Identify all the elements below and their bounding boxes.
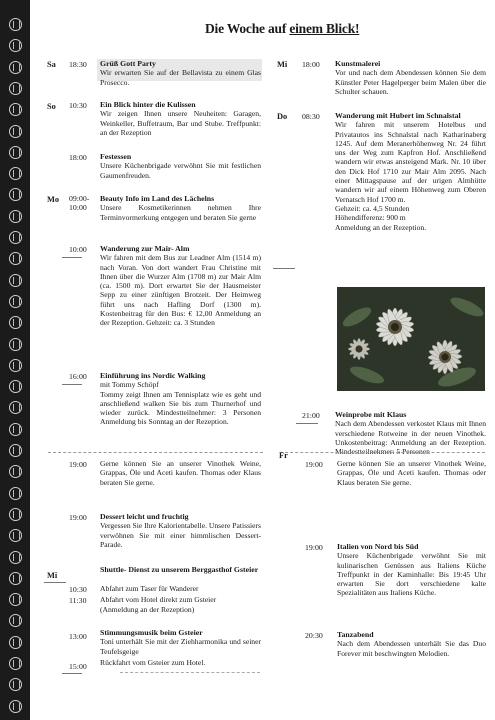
event-detail: Anmeldung an der Rezeption. bbox=[335, 222, 427, 232]
day-label-mi: Mi bbox=[47, 571, 58, 580]
time-label: 19:00 bbox=[305, 543, 323, 552]
binding-ring bbox=[9, 551, 22, 564]
time-label: 16:00 bbox=[69, 372, 87, 381]
day-label-fr: Fr bbox=[279, 451, 288, 460]
event-entry bbox=[100, 244, 261, 328]
binding-ring bbox=[9, 82, 22, 95]
binding-ring bbox=[9, 231, 22, 244]
time-label: 19:00 bbox=[305, 460, 323, 469]
binding-ring bbox=[9, 572, 22, 585]
event-description: Wir zeigen Ihnen unsere Neuheiten: Garagen, Weinkeller, Buffetraum, Bar und Stube. Treffpunkt: an der Rezeption bbox=[100, 109, 261, 137]
event-entry bbox=[100, 628, 261, 656]
binding-ring bbox=[9, 146, 22, 159]
event-entry bbox=[337, 542, 486, 598]
binding-ring bbox=[9, 61, 22, 74]
day-label-sa: Sa bbox=[47, 60, 56, 69]
time-label: 13:00 bbox=[69, 632, 87, 641]
event-detail: Gehzeit: ca. 4,5 Stunden bbox=[335, 203, 410, 213]
event-description: Vor und nach dem Abendessen können Sie dem Künstler Peter Hagelperger beim Malen über die Schulter schauen. bbox=[335, 68, 486, 96]
page-divider bbox=[48, 452, 263, 453]
binding-ring bbox=[9, 39, 22, 52]
day-label-so: So bbox=[47, 102, 56, 111]
page-divider bbox=[120, 672, 260, 673]
spiral-binding bbox=[0, 0, 30, 720]
binding-ring bbox=[9, 359, 22, 372]
page-title: Die Woche auf einem Blick! bbox=[205, 21, 360, 36]
event-detail: Höhendifferenz: 900 m bbox=[335, 213, 406, 223]
event-line: (Anmeldung an der Rezeption) bbox=[100, 605, 195, 614]
binding-ring bbox=[9, 401, 22, 414]
time-label: 10:00 bbox=[69, 245, 87, 254]
binding-ring bbox=[9, 593, 22, 606]
binding-ring bbox=[9, 380, 22, 393]
binding-ring bbox=[9, 103, 22, 116]
time-underline bbox=[62, 384, 82, 385]
event-entry bbox=[100, 100, 261, 137]
event-description: Wir fahren mit unserem Hotelbus und Privatautos ins Schnalstal nach Katharinaberg 1245. Auf dem Meranerhöhenweg Nr. 24 führt uns der Weg zum Kapfron Hof. Anschließend wandern wir etwas ansteigend Mark. Nr. 10 über den Dick Hof 1710 zur Mair Alm 2095. Nach einer Mittagspause auf der urigen Almhütte wandern wir auf einem Höhenweg zum Oberen Vernatsch Hof 1700 m. bbox=[335, 120, 486, 204]
binding-ring bbox=[9, 465, 22, 478]
event-title: Wanderung zur Mair- Alm bbox=[100, 244, 190, 253]
event-line: Rückfahrt vom Gsteier zum Hotel. bbox=[100, 658, 206, 667]
event-title: Dessert leicht und fruchtig bbox=[100, 512, 189, 521]
event-title: Italien von Nord bis Süd bbox=[337, 542, 419, 551]
event-description: Unsere Küchenbrigade verwöhnt Sie mit kulinarischen Genüssen aus Italiens Küche Treffpunkt in der Kaminhalle: Bis 19:45 Uhr erwarten Sie dort verschiedene kalte Spezialitäten aus Italiens Küche. bbox=[337, 551, 486, 598]
event-entry bbox=[335, 410, 486, 456]
binding-ring bbox=[9, 18, 22, 31]
binding-ring bbox=[9, 508, 22, 521]
binding-ring bbox=[9, 338, 22, 351]
event-description: Unsere Kosmetikerinnen nehmen Ihre Terminvormerkung entgegen und beraten Sie gerne bbox=[100, 203, 261, 222]
time-label: 11:30 bbox=[69, 596, 87, 605]
event-entry bbox=[100, 371, 261, 427]
binding-ring bbox=[9, 636, 22, 649]
binding-ring bbox=[9, 700, 22, 713]
event-description: Nach dem Abendessen verkostet Klaus mit Ihnen verschiedene Rotweine in der neuen Vinothek. Unkostenbeitrag: Anmeldung an der Rezeption. Mindestteilnehmer: 5 Personen bbox=[335, 419, 486, 457]
time-label: 10:30 bbox=[69, 585, 87, 594]
time-underline bbox=[296, 423, 318, 424]
event-entry bbox=[337, 630, 486, 658]
flower-photo bbox=[337, 287, 485, 391]
time-label: 19:00 bbox=[69, 513, 87, 522]
event-entry bbox=[100, 512, 261, 549]
event-entry bbox=[100, 152, 261, 180]
event-description: Gerne können Sie an unserer Vinothek Weine, Grappas, Öle und Aceti kaufen. Thomas oder Klaus beraten Sie gerne. bbox=[337, 459, 486, 487]
event-entry bbox=[100, 565, 261, 574]
event-description: Wir fahren mit dem Bus zur Leadner Alm (1514 m) nach Voran. Von dort wandert Frau Christine mit Ihnen über die Wurzer Alm (1708 m) zur Mair Alm (ca. 1500 m). Dort erwartet Sie der Hausmeister Sepp zu einer zünftigen Brotzeit. Der Heimweg führt uns nach Hafling Dorf (1300 m). Kostenbeitrag für den Bus: € 12,00 Anmeldung an der Rezeption. Gehzeit: ca. 3 Stunden bbox=[100, 253, 261, 328]
event-title: Wanderung mit Hubert im Schnalstal bbox=[335, 111, 461, 120]
binding-ring bbox=[9, 423, 22, 436]
event-title: Stimmungsmusik beim Gsteier bbox=[100, 628, 203, 637]
binding-ring bbox=[9, 487, 22, 500]
binding-ring bbox=[9, 529, 22, 542]
event-title: Shuttle- Dienst zu unserem Berggasthof Gsteier bbox=[100, 565, 259, 574]
event-description: Toni unterhält Sie mit der Ziehharmonika und seiner Teufelsgeige bbox=[100, 637, 261, 656]
time-label: 18:30 bbox=[69, 60, 87, 69]
binding-ring bbox=[9, 444, 22, 457]
event-entry bbox=[337, 459, 486, 487]
binding-ring bbox=[9, 125, 22, 138]
event-subtitle: mit Tommy Schöpf bbox=[100, 380, 159, 390]
time-label: 21:00 bbox=[302, 411, 320, 420]
event-title: Kunstmalerei bbox=[335, 59, 381, 68]
time-label: 09:00- 10:00 bbox=[69, 194, 90, 212]
event-description: Wir erwarten Sie auf der Bellavista zu einem Glas Prosecco. bbox=[100, 68, 261, 87]
binding-ring bbox=[9, 274, 22, 287]
event-line: Abfahrt zum Taser für Wanderer bbox=[100, 584, 199, 593]
binding-ring bbox=[9, 295, 22, 308]
time-label: 15:00 bbox=[69, 662, 87, 671]
time-label: 08:30 bbox=[302, 112, 320, 121]
event-entry bbox=[100, 194, 261, 222]
time-label: 10:30 bbox=[69, 101, 87, 110]
section-rule bbox=[273, 268, 295, 269]
time-label: 19:00 bbox=[69, 460, 87, 469]
event-title: Tanzabend bbox=[337, 630, 374, 639]
event-description: Gerne können Sie an unserer Vinothek Weine, Grappas, Öle und Aceti kaufen. Thomas oder Klaus beraten Sie gerne. bbox=[100, 459, 261, 487]
event-title: Weinprobe mit Klaus bbox=[335, 410, 407, 419]
time-label: 18:00 bbox=[302, 60, 320, 69]
event-title: Ein Blick hinter die Kulissen bbox=[100, 100, 196, 109]
event-description: Nach dem Abendessen unterhält Sie das Duo Forever mit beschwingten Melodien. bbox=[337, 639, 486, 658]
time-underline bbox=[62, 673, 82, 674]
binding-ring bbox=[9, 252, 22, 265]
event-description: Unsere Küchenbrigade verwöhnt Sie mit festlichen Gaumenfreuden. bbox=[100, 161, 261, 180]
day-label-do: Do bbox=[277, 112, 288, 121]
event-title: Festessen bbox=[100, 152, 132, 161]
binding-ring bbox=[9, 678, 22, 691]
time-underline bbox=[62, 257, 82, 258]
page-divider bbox=[280, 452, 485, 453]
event-description: Vergessen Sie Ihre Kalorientabelle. Unsere Patissiers verwöhnen Sie mit einer himmlischen Dessert-Parade. bbox=[100, 521, 261, 549]
day-label-mo: Mo bbox=[47, 195, 60, 204]
event-description: Tommy zeigt Ihnen am Tennisplatz wie es geht und anschließend walken Sie bis zum Thurnerhof und wieder zurück. Mindestteilnehmer: 3 Personen Anmeldung bis Sonntag an der Rezeption. bbox=[100, 389, 261, 427]
event-entry bbox=[335, 59, 486, 96]
event-entry bbox=[100, 459, 261, 487]
event-title: Grüß Gott Party bbox=[100, 59, 156, 68]
event-line: Abfahrt vom Hotel direkt zum Gsteier bbox=[100, 595, 217, 604]
event-title: Beauty Info im Land des Lächelns bbox=[100, 194, 215, 203]
binding-ring bbox=[9, 614, 22, 627]
event-entry bbox=[100, 59, 261, 87]
binding-ring bbox=[9, 188, 22, 201]
binding-ring bbox=[9, 316, 22, 329]
time-label: 18:00 bbox=[69, 153, 87, 162]
flower-photo-image bbox=[337, 287, 485, 391]
day-label-mi: Mi bbox=[277, 60, 288, 69]
day-underline bbox=[44, 582, 66, 583]
binding-ring bbox=[9, 167, 22, 180]
event-entry bbox=[335, 111, 486, 232]
binding-ring bbox=[9, 210, 22, 223]
time-label: 20:30 bbox=[305, 631, 323, 640]
event-title: Einführung ins Nordic Walking bbox=[100, 371, 206, 380]
binding-ring bbox=[9, 657, 22, 670]
